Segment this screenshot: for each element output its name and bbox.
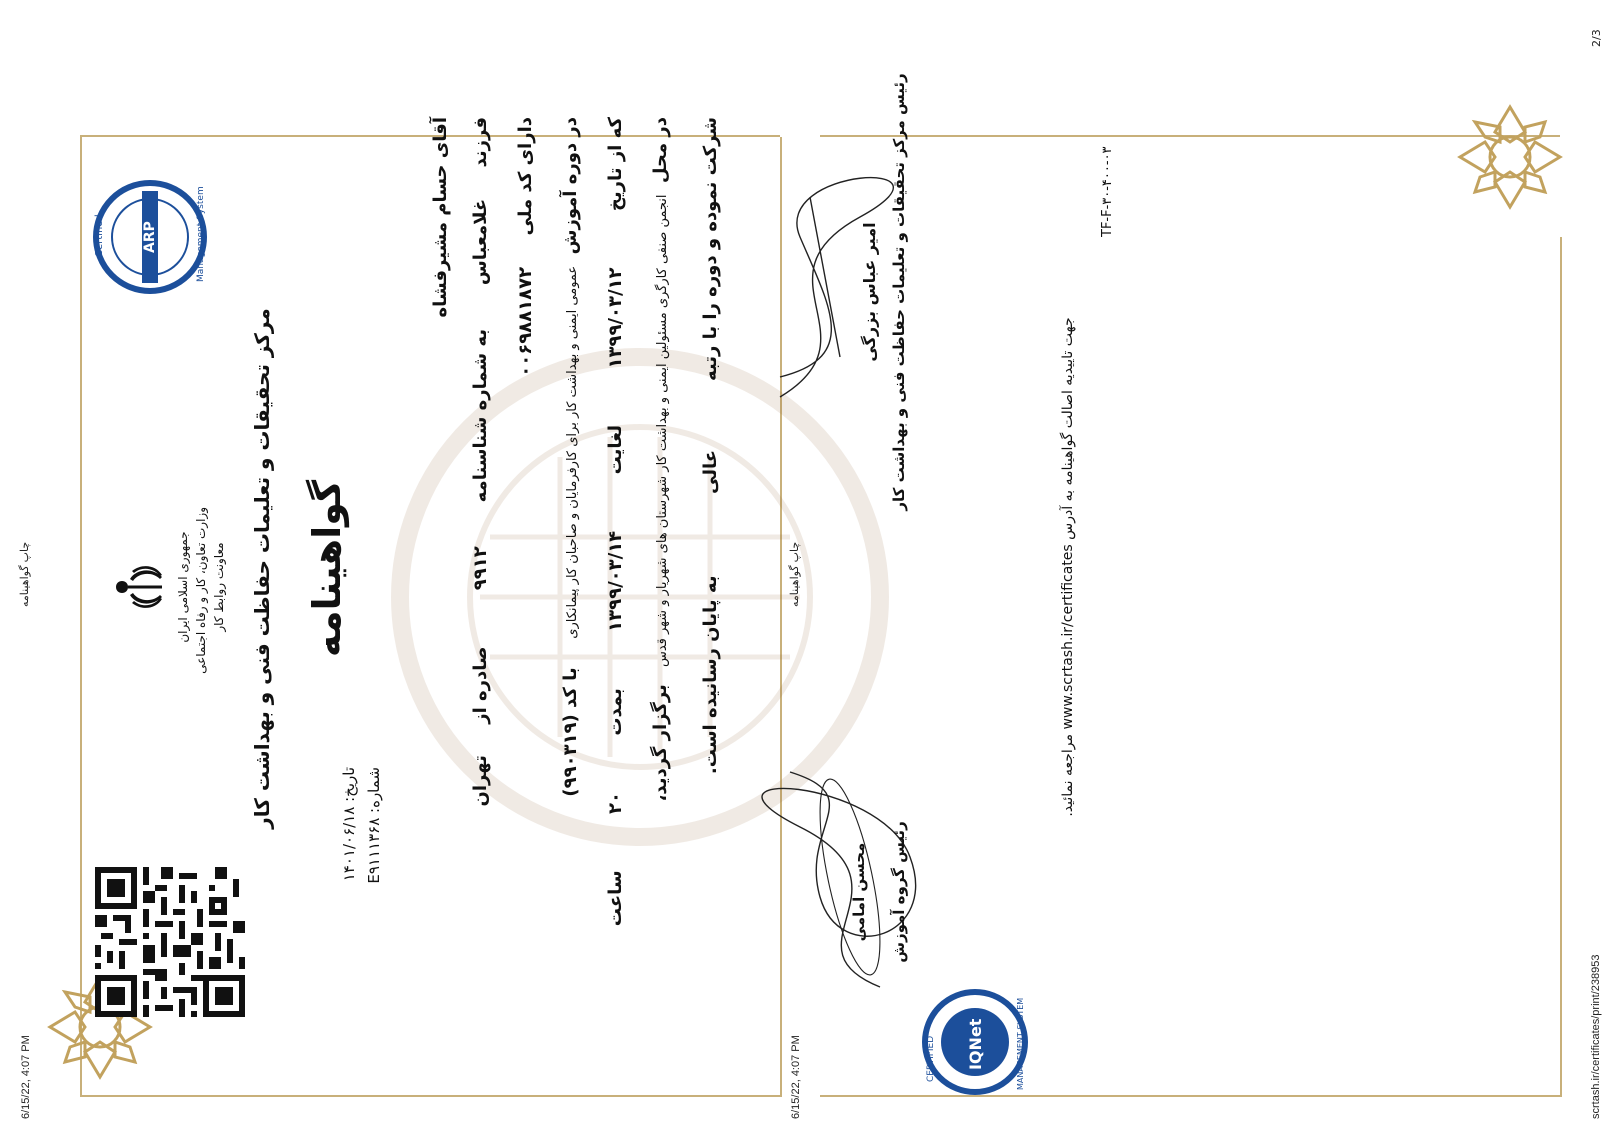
body-line6 [650, 117, 671, 1017]
body-line4-b: عمومی ایمنی و بهداشت کار برای کارفرمایان و صاحبان کار پیمانکاری [565, 265, 580, 639]
ministry-line3: معاونت روابط کار [212, 542, 226, 632]
iqnet-bottom: MANAGEMENT SYSTEM [1016, 997, 1025, 1090]
iqnet-top: CERTIFIED [926, 1035, 936, 1082]
badge-bottom-text: Management System [196, 186, 206, 282]
certified-badge-icon [90, 177, 210, 297]
body-line2-e: صادره از [470, 646, 491, 724]
ministry-line2: وزارت تعاون، کار و رفاه اجتماعی [194, 507, 208, 674]
ministry-line1: جمهوری اسلامی ایران [176, 531, 190, 643]
body-line2-a: فرزند [470, 117, 491, 168]
body-line5-d: ۱۳۹۹/۰۳/۱۴ [605, 530, 626, 632]
side-note-bottom: چاپ گواهینامه [789, 541, 801, 607]
body-line1: آقای حسام مشیرفشاه [430, 117, 451, 318]
body-line3-b: ۰۰۶۹۸۸۱۸۷۲ [515, 266, 536, 377]
svg-text:ARP: ARP [142, 221, 158, 253]
document-title: گواهینامه [305, 479, 349, 658]
body-line5-e: بمدت [605, 688, 626, 736]
print-timestamp: 6/15/22, 4:07 PM [20, 1035, 32, 1119]
signer-left-name: محسن امامی [850, 842, 868, 942]
frame-line-left [80, 1095, 780, 1097]
body-line4-c: با کد (۹۹۰۳۱۹) [560, 667, 581, 797]
body-line7-b: عالی [700, 449, 721, 495]
iran-emblem-icon [110, 557, 170, 617]
body-line2-d: ۹۹۱۲ [470, 546, 491, 591]
side-note-top: چاپ گواهینامه [19, 541, 31, 607]
organization-title: مرکز تحقیقات و تعلیمات حفاظت فنی و بهداشت کار [250, 308, 274, 829]
body-line2-f: تهران [470, 755, 491, 807]
body-line5-c: لغایت [605, 424, 626, 475]
iqnet-brand: IQNet [966, 1018, 985, 1070]
body-line2-c: به شماره شناسنامه [470, 328, 491, 503]
body-line2 [470, 117, 491, 1017]
page-number: 2/3 [1590, 29, 1603, 47]
signer-right-name: امیر عباس بزرگی [860, 222, 879, 362]
date-value: ۱۴۰۱/۰۶/۱۸ [340, 806, 358, 882]
signer-left-title: رئیس گروه آموزش [890, 821, 908, 963]
number-value: E۹۱۱۱۳۶۸ [365, 817, 383, 884]
signer-right-title: رئیس مرکز تحقیقات و تعلیمات حفاظت فنی و بهداشت کار [890, 73, 908, 511]
badge-top-text: Certified [94, 214, 105, 257]
verification-note: جهت تاییدیه اصالت گواهینامه به آدرس www.scrtash.ir/certificates مراجعه نمائید. [1060, 317, 1076, 817]
body-line7 [700, 117, 721, 1017]
print-url: scrtash.ir/certificates/print/238953 [1590, 954, 1602, 1119]
body-line4 [560, 117, 581, 1017]
body-line3-a: دارای کد ملی [515, 117, 536, 236]
body-line5 [605, 117, 626, 1017]
body-line4-a: در دوره آموزش [560, 117, 581, 255]
number-row [365, 767, 383, 1017]
print-timestamp-2: 6/15/22, 4:07 PM [790, 1035, 802, 1119]
ornament-bottom-right [1430, 77, 1590, 237]
body-line7-c: به پایان رسانیده است. [700, 575, 721, 775]
qr-code [95, 867, 245, 1017]
date-label: تاریخ: [340, 767, 358, 802]
body-line5-g: ساعت [605, 870, 626, 927]
body-line2-b: غلامعباس [470, 198, 491, 286]
body-line6-a: در محل [650, 117, 671, 184]
body-line6-b: انجمن صنفی کارگری مسئولین ایمنی و بهداشت کار شهرستان های شهریار و شهر قدس [655, 194, 670, 668]
body-line5-a: که از تاریخ [605, 117, 626, 212]
body-line3 [515, 117, 536, 1017]
body-line6-c: برگزار گردید، [650, 684, 671, 802]
frame-line-bottom [1560, 237, 1562, 1097]
body-line7-a: شرکت نموده و دوره را با رتبه [700, 117, 721, 382]
body-line5-f: ۲۰ [605, 792, 626, 814]
date-row [340, 767, 358, 1017]
body-line5-b: ۱۳۹۹/۰۳/۱۲ [605, 267, 626, 369]
form-code: TF-F-۳۰-۴۰۰-۰۳ [1100, 146, 1115, 237]
number-label: شماره: [365, 767, 383, 813]
